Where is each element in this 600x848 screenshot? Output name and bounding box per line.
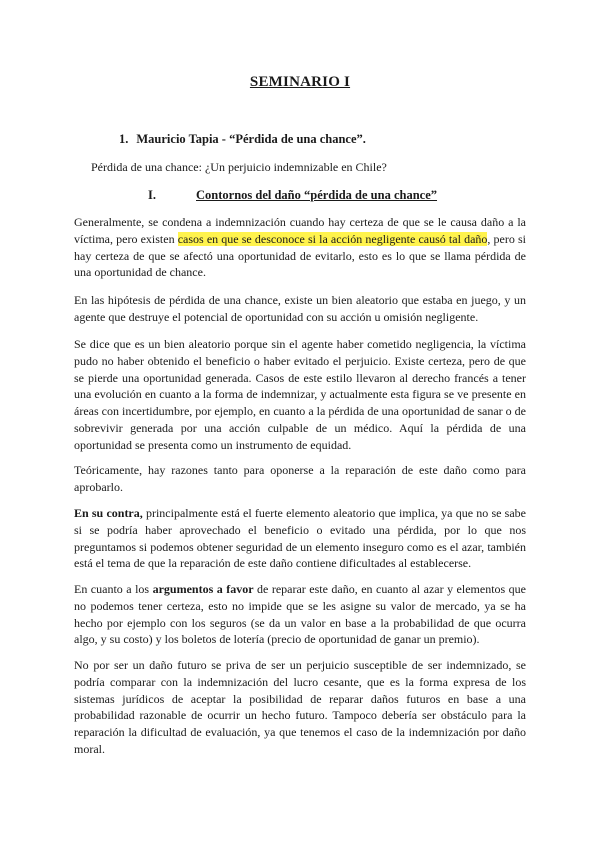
section-number: 1. <box>119 132 129 146</box>
subsection-number: I. <box>148 188 156 202</box>
paragraph-5-text: principalmente está el fuerte elemento aleatorio que implica, ya que no se sabe si se podría haber aprovechado el beneficio o evitado una pérdida, por lo que nos preguntamos si podemos obtener seguridad de un elemento inseguro como es el azar, también está el tema de que la reparación de este daño contiene dificultades al establecerse. <box>74 506 526 571</box>
section-heading-1 <box>119 132 366 147</box>
subsection-heading <box>148 188 437 203</box>
paragraph-2: En las hipótesis de pérdida de una chance, existe un bien aleatorio que estaba en juego, y un agente que destruye el potencial de oportunidad con su acción u omisión negligente. <box>74 293 526 324</box>
paragraph-1 <box>74 214 526 281</box>
paragraph-4: Teóricamente, hay razones tanto para oponerse a la reparación de este daño como para aprobarlo. <box>74 463 526 494</box>
paragraph-6-bold: argumentos a favor <box>152 582 254 596</box>
highlighted-text: casos en que se desconoce si la acción negligente causó tal daño <box>177 231 488 246</box>
paragraph-6 <box>74 581 526 648</box>
paragraph-1-text-a: Generalmente, se condena a indemnización cuando hay certeza de que se le causa daño a la víctima, pero existen <box>74 215 526 246</box>
paragraph-5-bold: En su contra, <box>74 506 143 520</box>
paragraph-3: Se dice que es un bien aleatorio porque sin el agente haber cometido negligencia, la víctima pudo no haber obtenido el beneficio o haber evitado el perjuicio. Existe certeza, pero de que se pierde una oportunidad generada. Casos de este estilo llevaron al derecho francés a tener una evolución en cuanto a la forma de indemnizar, y actualmente esta figura se ve presente en áreas con incertidumbre, por ejemplo, en cuanto a la pérdida de una oportunidad de sanar o de sobrevivir generada por una acción culpable de un médico. Aquí la pérdida de una oportunidad se presenta como un instrumento de equidad. <box>74 337 526 452</box>
paragraph-5 <box>74 505 526 572</box>
paragraph-6-text-b: de reparar este daño, en cuanto al azar y elementos que no podemos tener certeza, esto no impide que se les asigne su valor de mercado, ya se ha hecho por ejemplo con los seguros (se da un valor en base a la probabilidad de que ocurra algo, y su costo) y los boletos de lotería (precio de oportunidad de ganar un premio). <box>74 582 527 647</box>
paragraph-1-text-b: , pero si hay certeza de que se afectó una oportunidad de evitarlo, esto es lo que se llama pérdida de una oportunidad de chance. <box>74 231 526 280</box>
section-heading-text: Mauricio Tapia - “Pérdida de una chance”. <box>136 132 366 146</box>
subsection-heading-text: Contornos del daño “pérdida de una chance” <box>196 188 438 202</box>
document-subtitle: Pérdida de una chance: ¿Un perjuicio indemnizable en Chile? <box>91 160 387 174</box>
paragraph-7: No por ser un daño futuro se priva de ser un perjuicio susceptible de ser indemnizado, se podría comparar con la indemnización del lucro cesante, que es la forma expresa de los sistemas jurídicos de aceptar la posibilidad de reparar daños futuros en base a una probabilidad razonable de ocurrir un hecho futuro. Tampoco debería ser obstáculo para la reparación la dificultad de evaluación, ya que tenemos el caso de la indemnización por daño moral. <box>74 658 526 756</box>
paragraph-6-text-a: En cuanto a los <box>74 582 153 596</box>
document-title: SEMINARIO I <box>249 74 351 90</box>
